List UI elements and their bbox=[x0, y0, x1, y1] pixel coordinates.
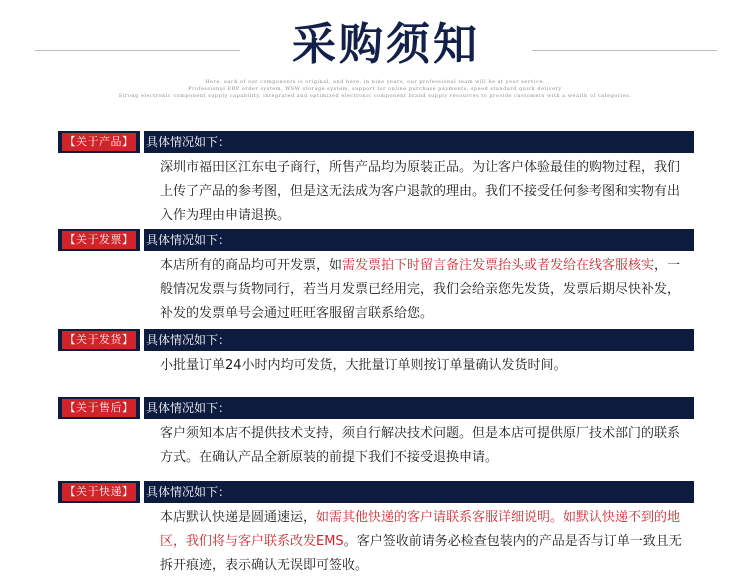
body-text: 深圳市福田区江东电子商行，所售产品均为原装正品。为让客户体验最佳的购物过程，我们上传了产品的参考图，但是这无法成为客户退款的理由。我们不接受任何参考图和实物有出入作为理由申请退换。 bbox=[160, 160, 681, 223]
subtitle-line: Professional ERP order system, WSW storage system, support for online purchase payments, speed standard quick delivery bbox=[188, 86, 562, 92]
section-tag: 【关于快递】 bbox=[62, 483, 136, 501]
section-header-bar bbox=[58, 481, 694, 503]
highlight-text: 如需其他快递的客户请联系客服详细说明。如默认快递不到的地区，我们将与客户联系改发EMS bbox=[160, 510, 681, 549]
divider bbox=[140, 397, 144, 419]
section-tag: 【关于发票】 bbox=[62, 231, 136, 249]
divider bbox=[140, 229, 144, 251]
body-text: 客户须知本店不提供技术支持，须自行解决技术问题。但是本店可提供原厂技术部门的联系方式。在确认产品全新原装的前提下我们不接受退换申请。 bbox=[160, 426, 681, 465]
highlight-text: 需发票拍下时留言备注发票抬头或者发给在线客服核实 bbox=[342, 258, 655, 273]
divider bbox=[140, 131, 144, 153]
body-text: 小批量订单24小时内均可发货，大批量订单则按订单量确认发货时间。 bbox=[160, 358, 567, 373]
section-body bbox=[160, 156, 690, 228]
body-text: 本店默认快递是圆通速运， bbox=[160, 510, 317, 525]
section-tag: 【关于售后】 bbox=[62, 399, 136, 417]
subtitle-line: Strong electronic component supply capability, integrated and optimized electronic component brand supply resources to provide customers with a wealth of categories. bbox=[118, 93, 632, 99]
body-text: 本店所有的商品均可开发票，如 bbox=[160, 258, 343, 273]
section-header-bar bbox=[58, 229, 694, 251]
section-header-bar bbox=[58, 329, 694, 351]
section-body bbox=[160, 506, 690, 578]
section-tag: 【关于发货】 bbox=[62, 331, 136, 349]
section-header-bar bbox=[58, 131, 694, 153]
divider bbox=[140, 481, 144, 503]
header bbox=[0, 0, 750, 110]
section-heading: 具体情况如下： bbox=[146, 233, 231, 247]
section-heading: 具体情况如下： bbox=[146, 333, 231, 347]
section-heading: 具体情况如下： bbox=[146, 135, 231, 149]
section-body bbox=[160, 354, 690, 378]
subtitle-line: Here, each of our components is original, and here, in nine years, our professional team will be at your service. bbox=[205, 79, 545, 85]
body-text: ，一般情况发票与货物同行，若当月发票已经用完，我们会给亲您先发货，发票后期尽快补发，补发的发票单号会通过旺旺客服留言联系给您。 bbox=[160, 258, 681, 321]
body-text: 。客户签收前请务必检查包装内的产品是否与订单一致且无拆开痕迹，表示确认无误即可签收。 bbox=[160, 534, 682, 573]
divider bbox=[140, 329, 144, 351]
header-rule-right bbox=[532, 50, 717, 51]
section-body bbox=[160, 422, 690, 470]
page-title: 采购须知 bbox=[292, 19, 480, 70]
section-header-bar bbox=[58, 397, 694, 419]
section-body bbox=[160, 254, 690, 326]
section-heading: 具体情况如下： bbox=[146, 485, 231, 499]
section-heading: 具体情况如下： bbox=[146, 401, 231, 415]
header-rule-left bbox=[35, 50, 240, 51]
section-tag: 【关于产品】 bbox=[62, 133, 136, 151]
